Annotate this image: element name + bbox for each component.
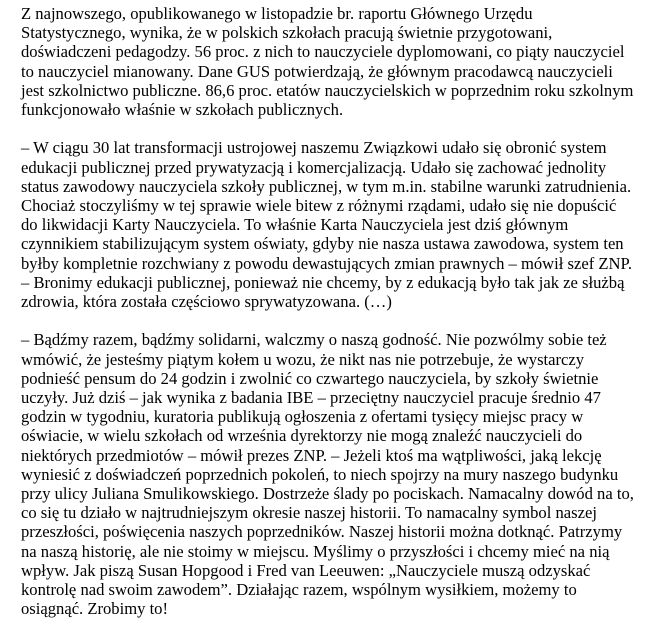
paragraph-solidarity: – Bądźmy razem, bądźmy solidarni, walczmy o naszą godność. Nie pozwólmy sobie też wmówić, że jesteśmy piątym kołem u wozu, że nikt nas nie potrzebuje, że wystarczy podnieść pensum do 24 godzin i zwolnić co czwartego nauczyciela, by szkoły świetnie uczyły. Już dziś – jak wynika z badania IBE – przeciętny nauczyciel pracuje średnio 47 godzin w tygodniu, kuratoria publikują ogłoszenia z ofertami tysięcy miejsc pracy w oświacie, w wielu szkołach od września dyrektorzy nie mogą znaleźć nauczycieli do niektórych przedmiotów – mówił prezes ZNP. – Jeżeli ktoś ma wątpliwości, jaką lekcję wyniesić z doświadczeń poprzednich pokoleń, to niech spojrzy na mury naszego budynku przy ulicy Juliana Smulikowskiego. Dostrzeże ślady po pociskach. Namacalny dowód na to, co się tu działo w najtrudniejszym okresie naszej historii. To namacalny symbol naszej przeszłości, poświęcenia naszych poprzedników. Naszej historii można dotknąć. Patrzymy na naszą historię, ale nie stoimy w miejscu. Myślimy o przyszłości i chcemy mieć na nią wpływ. Jak piszą Susan Hopgood i Fred van Leeuwen: „Nauczyciele muszą odzyskać kontrolę nad swoim zawodem”. Działając razem, wspólnym wysiłkiem, możemy to osiągnąć. Zrobimy to! [21, 330, 634, 619]
document-body [21, 4, 636, 618]
paragraph-gus-report: Z najnowszego, opublikowanego w listopadzie br. raportu Głównego Urzędu Statystycznego, wynika, że w polskich szkołach pracują świetnie przygotowani, doświadczeni pedagodzy. 56 proc. z nich to nauczyciele dyplomowani, co piąty nauczyciel to nauczyciel mianowany. Dane GUS potwierdzają, że głównym pracodawcą nauczycieli jest szkolnictwo publiczne. 86,6 proc. etatów nauczycielskich w poprzednim roku szkolnym funkcjonowało właśnie w szkołach publicznych. [21, 4, 634, 120]
paragraph-transformation: – W ciągu 30 lat transformacji ustrojowej naszemu Związkowi udało się obronić system edukacji publicznej przed prywatyzacją i komercjalizacją. Udało się zachować jednolity status zawodowy nauczyciela szkoły publicznej, w tym m.in. stabilne warunki zatrudnienia. Chociaż stoczyliśmy w tej sprawie wiele bitew z różnymi rządami, udało się nie dopuścić do likwidacji Karty Nauczyciela. To właśnie Karta Nauczyciela jest dziś głównym czynnikiem stabilizującym system oświaty, gdyby nie nasza ustawa zawodowa, system ten byłby kompletnie rozchwiany z powodu dewastujących zmian prawnych – mówił szef ZNP. – Bronimy edukacji publicznej, ponieważ nie chcemy, by z edukacją było tak jak ze służbą zdrowia, która została częściowo sprywatyzowana. (…) [21, 138, 633, 312]
